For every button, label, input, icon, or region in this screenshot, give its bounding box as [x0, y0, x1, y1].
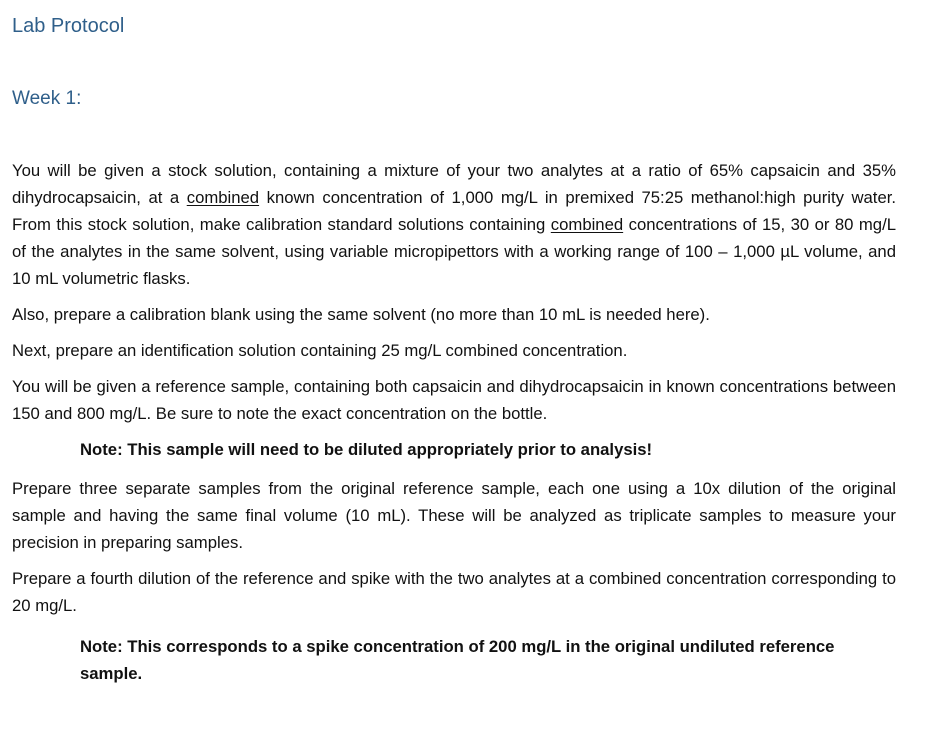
text-run: concentrations of 15, 30 or 80 mg/L of the analytes in the same solvent, using variable micropipettors with a working range of 100 – 1,000 µL volume, and 10 mL volumetric flasks. [12, 215, 896, 288]
stock-solution-paragraph [12, 157, 896, 292]
spike-note: Note: This corresponds to a spike concentration of 200 mg/L in the original undiluted reference sample. [80, 637, 835, 683]
spike-paragraph: Prepare a fourth dilution of the reference and spike with the two analytes at a combined concentration corresponding to 20 mg/L. [12, 569, 896, 615]
text-run: You will be given a stock solution, containing a mixture of your two analytes at a ratio of 65% capsaicin and 35% dihydrocapsaicin, at a [12, 161, 896, 207]
week-heading: Week 1: [12, 88, 82, 109]
reference-sample-paragraph: You will be given a reference sample, containing both capsaicin and dihydrocapsaicin in known concentrations between 150 and 800 mg/L. Be sure to note the exact concentration on the bottle. [12, 377, 896, 423]
identification-solution-paragraph: Next, prepare an identification solution containing 25 mg/L combined concentration. [12, 341, 628, 360]
text-run: known concentration of 1,000 mg/L in premixed 75:25 methanol:high purity water. From this stock solution, make calibration standard solutions containing [12, 188, 896, 234]
protocol-body [12, 157, 896, 699]
triplicate-samples-paragraph: Prepare three separate samples from the original reference sample, each one using a 10x dilution of the original sample and having the same final volume (10 mL). These will be analyzed as triplicate samples to measure your precision in preparing samples. [12, 479, 896, 552]
calibration-blank-paragraph: Also, prepare a calibration blank using the same solvent (no more than 10 mL is needed here). [12, 305, 710, 324]
underlined-text: combined [186, 188, 260, 207]
underlined-text: combined [550, 215, 624, 234]
document-title: Lab Protocol [12, 15, 125, 37]
dilution-note: Note: This sample will need to be diluted appropriately prior to analysis! [80, 440, 653, 459]
